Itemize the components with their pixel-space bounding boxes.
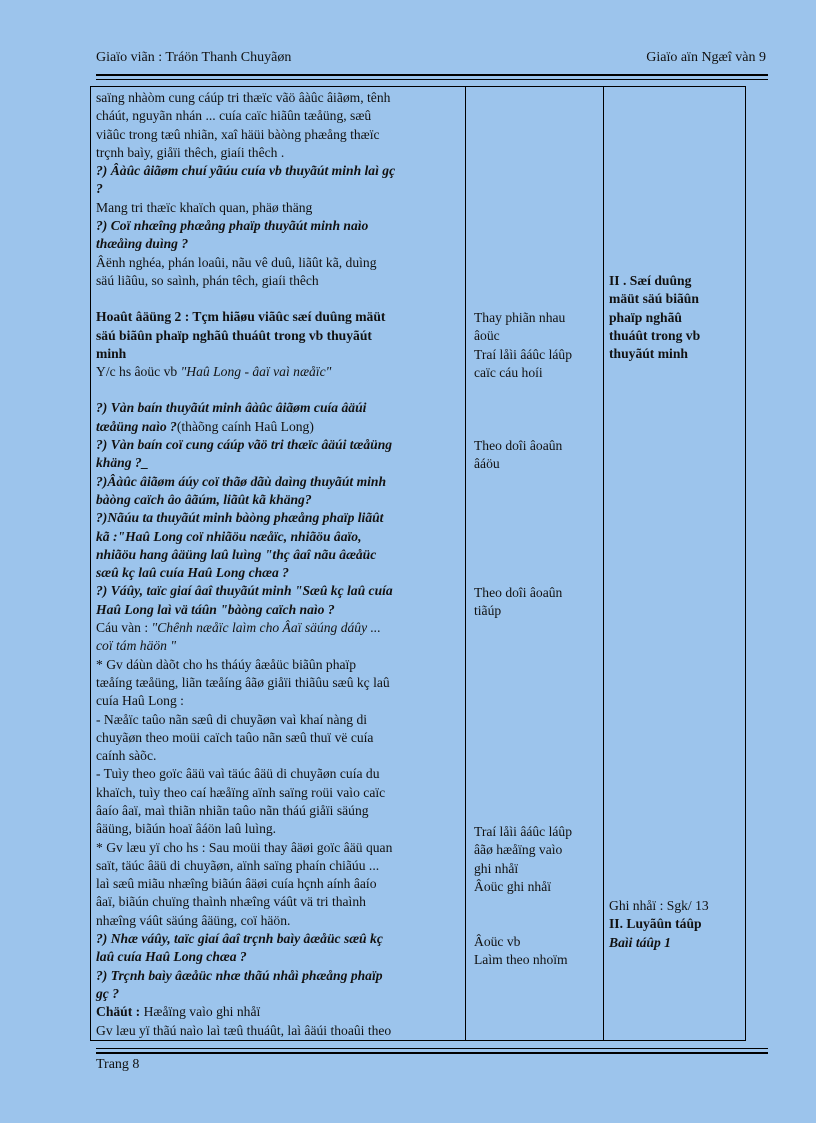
question-line: tæåüng naìo ?(thàõng caính Haû Long) — [96, 418, 314, 434]
text-line: âáöu — [474, 456, 500, 472]
text-line: Traí låìi âáûc láûp — [474, 346, 573, 362]
footer-rule — [96, 1052, 768, 1054]
text-line: tæåíng tæåüng, liãn tæåíng âãø giåïi thiãûu sæû kç laû — [96, 674, 390, 690]
text-line: coï tám häön " — [96, 638, 177, 654]
question-line: ?) Nhæ váûy, taïc giaí âaî trçnh baìy âæåüc sæû kç — [96, 931, 383, 947]
text-line: * Gv dáùn dàõt cho hs tháúy âæåüc biãûn phaïp — [96, 656, 357, 672]
question-line: kã :"Haû Long coï nhiãöu næåïc, nhiãöu âaïo, — [96, 528, 362, 544]
text-line: saïng nhàòm cung cáúp tri thæïc vãö âàûc âiãøm, tênh — [96, 90, 391, 105]
question-line: Haû Long laì vä táûn "bàòng caïch naìo ? — [96, 601, 335, 617]
text-line: saït, täúc âäü di chuyãøn, aïnh saïng phaín chiãúu ... — [96, 857, 380, 873]
student-activity-block — [474, 933, 600, 970]
question-line: ?) Coï nhæîng phæång phaïp thuyãút minh naìo — [96, 218, 369, 234]
column-divider — [603, 87, 604, 1040]
student-activity-block — [474, 437, 600, 474]
text-line: Âoüc ghi nhåï — [474, 878, 552, 894]
section-heading: mäüt säú biãûn — [609, 291, 699, 307]
text-line: âaï, biãún chuïng thaình nhæîng váût vä tri thaình — [96, 894, 366, 910]
text-line: Traí låìi âáûc láûp — [474, 824, 573, 839]
text-line: nhæîng váût säúng âäüng, coï häön. — [96, 912, 291, 928]
text-line: Laìm theo nhoïm — [474, 952, 568, 968]
question-line: ?)Nãúu ta thuyãút minh bàòng phæång phaïp liãût — [96, 510, 384, 526]
content-heading-block — [609, 272, 743, 363]
header-subject: Giaïo aïn Ngæî vàn 9 — [646, 50, 766, 65]
section-heading: II . Sæí duûng — [609, 273, 692, 288]
student-activity-block — [474, 823, 600, 896]
footer-rule-thin — [96, 1048, 768, 1049]
content-notes-block — [609, 897, 743, 952]
activity-heading: minh — [96, 345, 127, 361]
text-line: Cáu vàn : "Chênh næåïc laìm cho Âaï säúng dáûy ... — [96, 620, 381, 636]
question-line: khäng ?_ — [96, 455, 149, 471]
section-heading: II. Luyãûn táûp — [609, 916, 702, 932]
text-line: Thay phiãn nhau — [474, 310, 566, 325]
exercise-heading: Baìi táûp 1 — [609, 934, 671, 950]
text-line: cuía Haû Long : — [96, 693, 184, 709]
text-line: Y/c hs âoüc vb "Haû Long - âaï vaì næåïc" — [96, 364, 332, 380]
text-line: tiãúp — [474, 603, 502, 619]
teacher-activity-column — [96, 89, 460, 1040]
text-line: caính sàõc. — [96, 748, 157, 764]
text-line: Chäút : Hæåïng vaìo ghi nhåï — [96, 1004, 261, 1020]
question-line: ? — [96, 181, 103, 197]
page-number: Trang 8 — [96, 1057, 140, 1072]
header-rule — [96, 74, 768, 76]
activity-heading: Hoaût âäüng 2 : Tçm hiãøu viãûc sæí duûng mäüt — [96, 309, 386, 325]
text-line: âoüc — [474, 328, 500, 344]
question-line: bàòng caïch âo âãúm, liãût kã khäng? — [96, 491, 312, 507]
question-line: ?) Trçnh baìy âæåüc nhæ thãú nhåì phæång phaïp — [96, 967, 383, 983]
section-heading: phaïp nghãû — [609, 309, 682, 325]
text-line: Mang tri thæïc khaïch quan, phäø thäng — [96, 199, 313, 215]
section-heading: thuáût trong vb — [609, 327, 701, 343]
text-line: âaío âaï, maì thiãn nhiãn taûo nãn tháú giåïi säúng — [96, 802, 369, 818]
text-line: caïc cáu hoíi — [474, 364, 543, 380]
question-line: ?) Vàn baín thuyãút minh âàûc âiãøm cuía âäúi — [96, 400, 367, 416]
text-line: laì sæû miãu nhæîng biãún âäøi cuía hçnh aính âaío — [96, 876, 377, 892]
activity-heading: säú biãûn phaïp nghãû thuáût trong vb thuyãút — [96, 327, 372, 343]
text-line: Gv læu yï thãú naìo laì tæû thuáût, laì âäúi thoaûi theo — [96, 1022, 392, 1038]
text-line: - Næåïc taûo nãn sæû di chuyãøn vaì khaí nàng di — [96, 711, 368, 727]
question-line: ?)Âàûc âiãøm áúy coï thãø dãù daìng thuyãút minh — [96, 473, 387, 489]
text-line: * Gv læu yï cho hs : Sau moüi thay âäøi goïc âäü quan — [96, 839, 393, 855]
text-line: cháút, nguyãn nhán ... cuía caïc hiãûn tæåüng, sæû — [96, 108, 372, 124]
question-line: thæåìng duìng ? — [96, 236, 189, 252]
text-line: âäüng, biãún hoaï âáön laû luìng. — [96, 821, 277, 837]
text-line: - Tuìy theo goïc âäü vaì täúc âäü di chuyãøn cuía du — [96, 766, 380, 782]
text-line: trçnh baìy, giåïi thêch, giaíi thêch . — [96, 144, 285, 160]
student-activity-block — [474, 584, 600, 621]
text-line: ghi nhåï — [474, 860, 519, 876]
lesson-table — [90, 86, 746, 1041]
header-rule-thin — [96, 79, 768, 80]
text-line: khaïch, tuìy theo caí hæåïng aïnh saïng roüi vaìo caïc — [96, 784, 386, 800]
text-line: chuyãøn theo moüi caïch taûo nãn sæû thuï vë cuía — [96, 729, 374, 745]
text-line: viãûc trong tæû nhiãn, xaî häüi bàòng phæång thæïc — [96, 126, 380, 142]
text-line: âãø hæåïng vaìo — [474, 842, 563, 858]
text-line: Ghi nhåï : Sgk/ 13 — [609, 898, 709, 913]
question-line: ?) Âàûc âiãøm chuí yãúu cuía vb thuyãút minh laì gç — [96, 163, 396, 179]
question-line: ?) Vàn baín coï cung cáúp vãö tri thæïc âäúi tæåüng — [96, 437, 393, 453]
question-line: sæû kç laû cuía Haû Long chæa ? — [96, 565, 289, 581]
question-line: laû cuía Haû Long chæa ? — [96, 949, 247, 965]
question-line: gç ? — [96, 985, 120, 1001]
text-line: Âënh nghéa, phán loaûi, nãu vê duû, liãût kã, duìng — [96, 254, 377, 270]
text-line: Âoüc vb — [474, 934, 521, 949]
student-activity-block — [474, 309, 600, 382]
text-line: Theo doîi âoaûn — [474, 438, 563, 453]
column-divider — [465, 87, 466, 1040]
header-teacher: Giaïo viãn : Tráön Thanh Chuyãøn — [96, 50, 292, 65]
question-line: nhiãöu hang âäüng laû luìng "thç âaî nãu âæåüc — [96, 546, 377, 562]
text-line: Theo doîi âoaûn — [474, 585, 563, 600]
text-line: säú liãûu, so saình, phán têch, giaíi thêch — [96, 272, 319, 288]
section-heading: thuyãút minh — [609, 346, 688, 362]
page-header — [96, 50, 766, 70]
question-line: ?) Váûy, taïc giaí âaî thuyãút minh "Sæû kç laû cuía — [96, 583, 393, 599]
